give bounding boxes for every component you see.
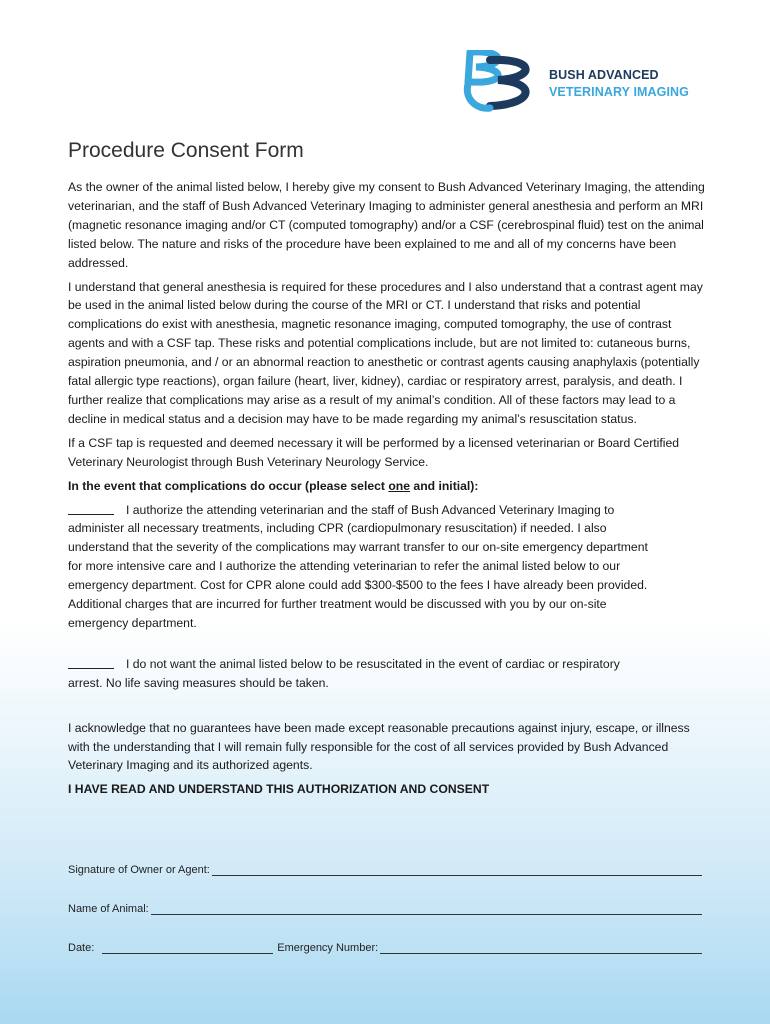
company-logo: [460, 50, 700, 116]
eb-monogram-logo-icon: [460, 50, 542, 114]
consent-paragraph-1: As the owner of the animal listed below, I hereby give my consent to Bush Advanced Veterinary Imaging, the attending veterinarian, and the staff of Bush Advanced Veterinary Imaging to administer general anesthesia and perform an MRI (magnetic resonance imaging and/or CT (computed tomography) and/or a CSF (cerebrospinal fluid) test on the animal listed below. The nature and risks of the procedure have been explained to me and all of my concerns have been addressed.: [68, 180, 705, 270]
complications-heading: [68, 477, 708, 496]
initial-blank-dnr[interactable]: [68, 656, 114, 669]
signature-label: Signature of Owner or Agent:: [68, 864, 210, 876]
animal-name-label: Name of Animal:: [68, 903, 149, 915]
consent-paragraph-2: I understand that general anesthesia is required for these procedures and I also understand that a contrast agent may be used in the animal listed below during the course of the MRI or CT. I understand that risks and potential complications do exist with anesthesia, magnetic resonance imaging, computed tomography, the use of contrast agents and with a CSF tap. These risks and potential complications include, but are not limited to: cutaneous burns, aspiration pneumonia, and / or an abnormal reaction to anesthetic or contrast agents causing anaphylaxis (potentially fatal allergic type reactions), organ failure (heart, liver, kidney), cardiac or respiratory arrest, paralysis, and death. I further realize that complications may arise as a result of my animal’s condition. All of these factors may lead to a decline in medical status and a decision may have to be made regarding my animal’s resuscitation status.: [68, 279, 703, 426]
page-title: Procedure Consent Form: [68, 139, 304, 162]
animal-name-field[interactable]: [151, 904, 702, 915]
signature-row: [68, 864, 702, 876]
initial-blank-resuscitate[interactable]: [68, 502, 114, 515]
animal-name-row: [68, 903, 702, 915]
option-resuscitate: [68, 501, 648, 633]
signature-field[interactable]: [212, 865, 702, 876]
date-emergency-row: [68, 942, 702, 954]
authorization-statement: I HAVE READ AND UNDERSTAND THIS AUTHORIZATION AND CONSENT: [68, 782, 490, 797]
complications-heading-underlined: one: [388, 478, 411, 493]
option-do-not-resuscitate: [68, 655, 648, 693]
logo-text-line2: VETERINARY IMAGING: [549, 85, 690, 99]
date-field[interactable]: [102, 943, 273, 954]
option-resuscitate-text: I authorize the attending veterinarian and the staff of Bush Advanced Veterinary Imaging to administer all necessary treatments, including CPR (cardiopulmonary resuscitation) if needed. I also understand that the severity of the complications may warrant transfer to our on-site emergency department for more intensive care and I authorize the attending veterinarian to refer the animal listed below to our emergency department. Cost for CPR alone could add $300-$500 to the fees I have already been provided. Additional charges that are incurred for further treatment would be discussed with you by our on-site emergency department.: [68, 502, 648, 630]
complications-heading-after: and initial):: [410, 478, 479, 493]
date-label: Date:: [68, 942, 95, 954]
complications-heading-before: In the event that complications do occur (please select: [68, 478, 389, 493]
emergency-number-field[interactable]: [380, 943, 702, 954]
acknowledgment-paragraph: I acknowledge that no guarantees have been made except reasonable precautions against injury, escape, or illness with the understanding that I will remain fully responsible for the cost of all services provided by Bush Advanced Veterinary Imaging and its authorized agents.: [68, 720, 690, 773]
consent-body: [68, 178, 708, 804]
logo-text-line1: BUSH ADVANCED: [549, 68, 659, 82]
consent-paragraph-3: If a CSF tap is requested and deemed necessary it will be performed by a licensed veterinarian or Board Certified Veterinary Neurologist through Bush Veterinary Neurology Service.: [68, 435, 680, 469]
emergency-number-label: Emergency Number:: [277, 942, 379, 954]
option-dnr-text: I do not want the animal listed below to be resuscitated in the event of cardiac or respiratory arrest. No life saving measures should be taken.: [68, 656, 620, 690]
